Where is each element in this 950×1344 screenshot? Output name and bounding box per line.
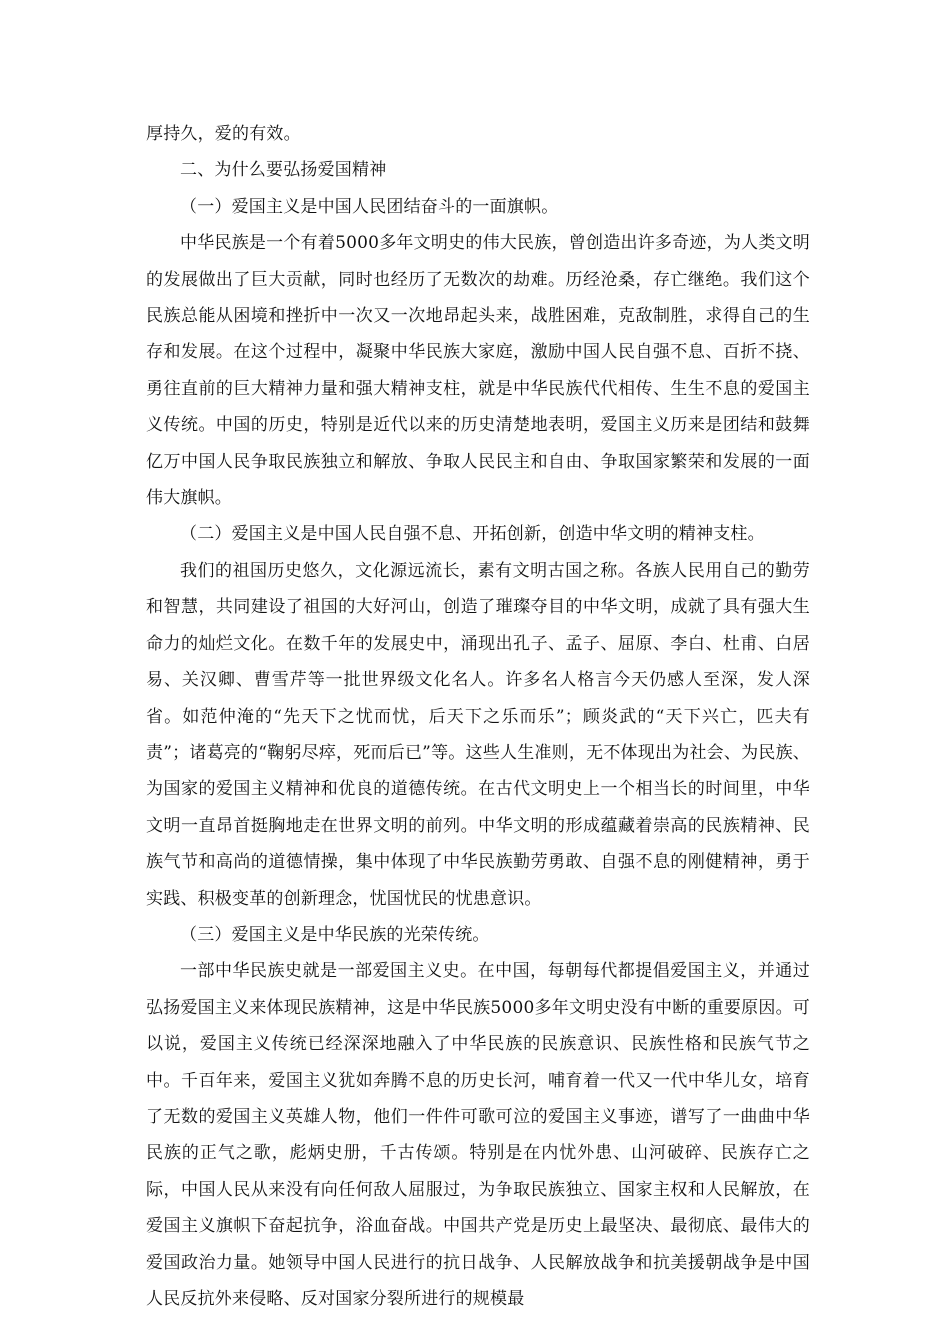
paragraph-continuation: 厚持久，爱的有效。: [146, 124, 301, 144]
subsection-heading-3: （三）爱国主义是中华民族的光荣传统。: [180, 924, 490, 945]
body-paragraph-3: 一部中华民族史就是一部爱国主义史。在中国，每朝每代都提倡爱国主义，并通过弘扬爱国主义来体现民族精神，这是中华民族5000多年文明史没有中断的重要原因。可以说，爱国主义传统已经深深地融入了中华民族的民族意识、民族性格和民族气节之中。千百年来，爱国主义犹如奔腾不息的历史长河，哺育着一代又一代中华儿女，培育了无数的爱国主义英雄人物，他们一件件可歌可泣的爱国主义事迹，谱写了一曲曲中华民族的正气之歌，彪炳史册，千古传颂。特别是在内忧外患、山河破碎、民族存亡之际，中国人民从来没有向任何敌人屈服过，为争取民族独立、国家主权和人民解放，在爱国主义旗帜下奋起抗争，浴血奋战。中国共产党是历史上最坚决、最彻底、最伟大的爱国政治力量。她领导中国人民进行的抗日战争、人民解放战争和抗美援朝战争是中国人民反抗外来侵略、反对国家分裂所进行的规模最: [146, 961, 810, 1309]
body-paragraph-1: 中华民族是一个有着5000多年文明史的伟大民族，曾创造出许多奇迹，为人类文明的发展做出了巨大贡献，同时也经历了无数次的劫难。历经沧桑，存亡继绝。我们这个民族总能从困境和挫折中一次又一次地昂起头来，战胜困难，克敌制胜，求得自己的生存和发展。在这个过程中，凝聚中华民族大家庭，激励中国人民自强不息、百折不挠、勇往直前的巨大精神力量和强大精神支柱，就是中华民族代代相传、生生不息的爱国主义传统。中国的历史，特别是近代以来的历史清楚地表明，爱国主义历来是团结和鼓舞亿万中国人民争取民族独立和解放、争取人民民主和自由、争取国家繁荣和发展的一面伟大旗帜。: [146, 233, 810, 509]
body-paragraph-2: 我们的祖国历史悠久，文化源远流长，素有文明古国之称。各族人民用自己的勤劳和智慧，共同建设了祖国的大好河山，创造了璀璨夺目的中华文明，成就了具有强大生命力的灿烂文化。在数千年的发展史中，涌现出孔子、孟子、屈原、李白、杜甫、白居易、关汉卿、曹雪芹等一批世界级文化名人。许多名人格言今天仍感人至深，发人深省。如范仲淹的“先天下之忧而忧，后天下之乐而乐”；顾炎武的“天下兴亡，匹夫有责”；诸葛亮的“鞠躬尽瘁，死而后已”等。这些人生准则，无不体现出为社会、为民族、为国家的爱国主义精神和优良的道德传统。在古代文明史上一个相当长的时间里，中华文明一直昂首挺胸地走在世界文明的前列。中华文明的形成蕴藏着崇高的民族精神、民族气节和高尚的道德情操，集中体现了中华民族勤劳勇敢、自强不息的刚健精神，勇于实践、积极变革的创新理念，忧国忧民的忧患意识。: [146, 560, 810, 909]
section-heading-2: 二、为什么要弘扬爱国精神: [180, 160, 387, 181]
document-page: [146, 116, 810, 1317]
subsection-heading-1: （一）爱国主义是中国人民团结奋斗的一面旗帜。: [180, 196, 559, 217]
subsection-heading-2: （二）爱国主义是中国人民自强不息、开拓创新，创造中华文明的精神支柱。: [180, 524, 765, 545]
